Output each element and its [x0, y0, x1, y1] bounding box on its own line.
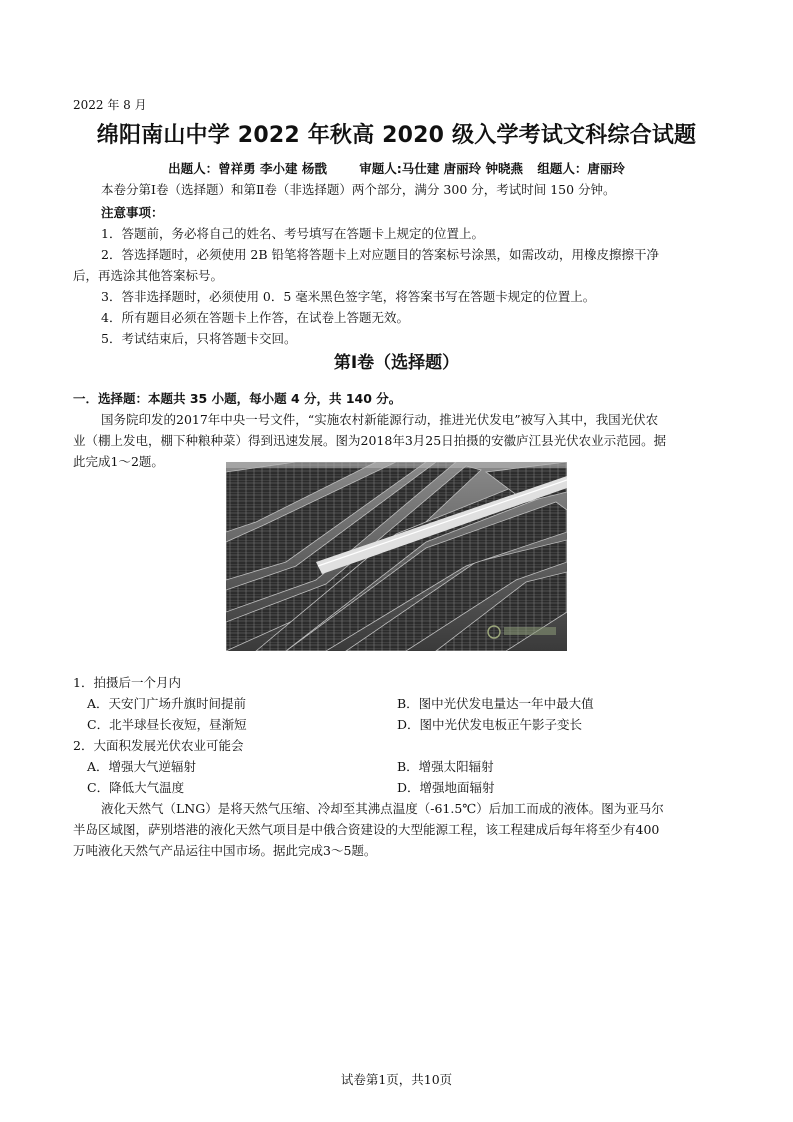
solar-farm-photo [226, 462, 567, 651]
material-2-line-1: 液化天然气（LNG）是将天然气压缩、冷却至其沸点温度（-61.5℃）后加工而成的液体。图为亚马尔 [101, 801, 664, 816]
notice-item-2-line-2: 后，再选涂其他答案标号。 [73, 268, 224, 283]
question-2-stem: 2．大面积发展光伏农业可能会 [73, 738, 244, 753]
notice-item-4: 4．所有题目必须在答题卡上作答，在试卷上答题无效。 [101, 310, 409, 325]
notice-item-1: 1．答题前，务必将自己的姓名、考号填写在答题卡上规定的位置上。 [101, 226, 484, 241]
material-1-line-2: 业（棚上发电，棚下种粮种菜）得到迅速发展。图为2018年3月25日拍摄的安徽庐江县光伏农业示范园。据 [73, 433, 667, 448]
section-1-heading: 一．选择题：本题共 35 小题，每小题 4 分，共 140 分。 [73, 391, 402, 406]
solar-farm-illustration [226, 462, 567, 651]
material-1-line-3: 此完成1～2题。 [73, 454, 164, 469]
question-2-option-d: D．增强地面辐射 [397, 780, 495, 795]
question-1-stem: 1．拍摄后一个月内 [73, 675, 181, 690]
question-1-option-c: C．北半球昼长夜短，昼渐短 [87, 717, 247, 732]
reviewers: 审题人:马仕建 唐丽玲 钟晓燕 [359, 161, 523, 176]
question-2-option-c: C．降低大气温度 [87, 780, 185, 795]
notice-item-2-line-1: 2．答选择题时，必须使用 2B 铅笔将答题卡上对应题目的答案标号涂黑，如需改动，用橡皮擦擦干净 [101, 247, 660, 262]
question-1-option-b: B．图中光伏发电量达一年中最大值 [397, 696, 594, 711]
exam-title: 绵阳南山中学 2022 年秋高 2020 级入学考试文科综合试题 [96, 123, 697, 148]
question-1-option-a: A．天安门广场升旗时间提前 [87, 696, 247, 711]
question-2-option-a: A．增强大气逆辐射 [87, 759, 197, 774]
material-2-line-2: 半岛区域图，萨别塔港的液化天然气项目是中俄合资建设的大型能源工程，该工程建成后每年将至少有400 [73, 822, 660, 837]
material-1-line-1: 国务院印发的2017年中央一号文件，“实施农村新能源行动，推进光伏发电”被写入其中，我国光伏农 [101, 412, 659, 427]
exam-date: 2022 年 8 月 [73, 98, 147, 112]
setters: 出题人：曾祥勇 李小建 杨戬 [168, 161, 327, 176]
notice-heading: 注意事项： [101, 205, 164, 220]
notice-item-3: 3．答非选择题时，必须使用 0．5 毫米黑色签字笔，将答案书写在答题卡规定的位置上。 [101, 289, 596, 304]
question-2-option-b: B．增强太阳辐射 [397, 759, 494, 774]
part-1-title: 第Ⅰ卷（选择题） [333, 353, 460, 373]
organizer: 组题人：唐丽玲 [537, 161, 625, 176]
notice-item-5: 5．考试结束后，只将答题卡交回。 [101, 331, 297, 346]
author-line [0, 159, 793, 177]
material-2-line-3: 万吨液化天然气产品运往中国市场。据此完成3～5题。 [73, 843, 377, 858]
page-footer: 试卷第1页，共10页 [340, 1072, 453, 1087]
question-1-option-d: D．图中光伏发电板正午影子变长 [397, 717, 583, 732]
exam-intro: 本卷分第Ⅰ卷（选择题）和第Ⅱ卷（非选择题）两个部分，满分 300 分，考试时间 150 分钟。 [101, 182, 616, 197]
